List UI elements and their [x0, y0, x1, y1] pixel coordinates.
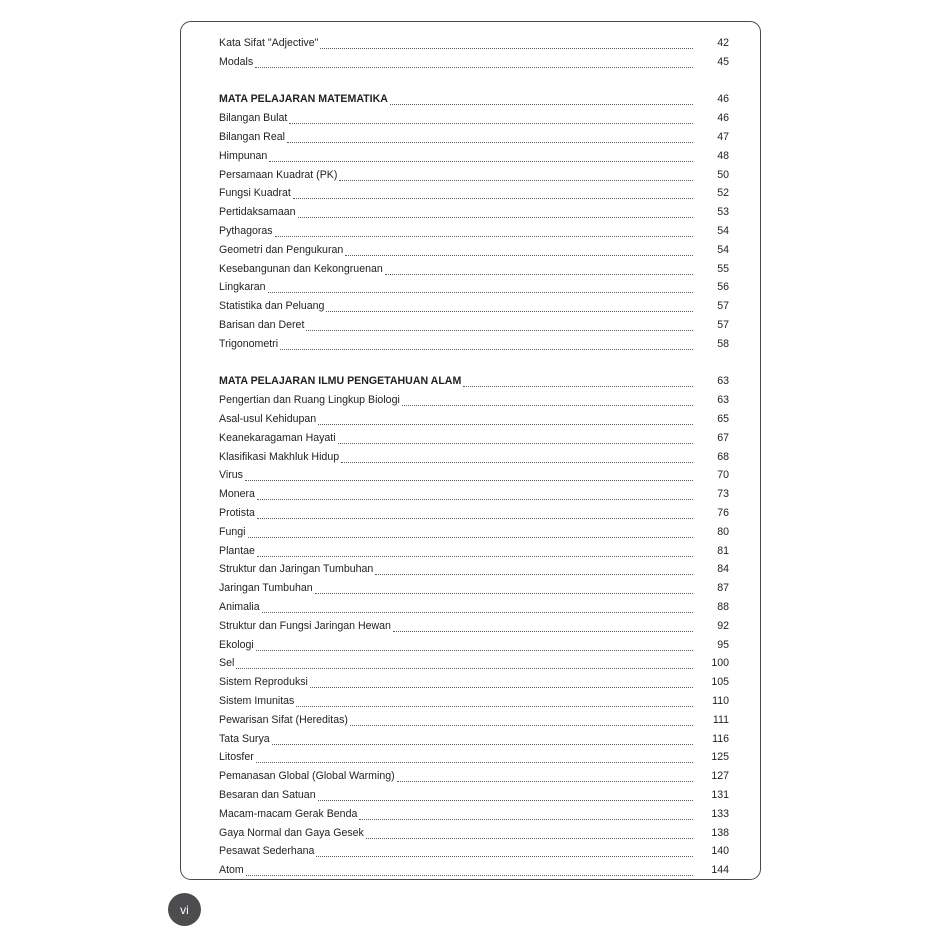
toc-entry-title: Gaya Normal dan Gaya Gesek	[219, 826, 364, 839]
toc-entry	[219, 540, 729, 558]
dot-leader	[366, 838, 693, 839]
toc-entry-title: Bilangan Real	[219, 131, 285, 143]
dot-leader	[289, 123, 693, 124]
toc-entry	[219, 164, 729, 182]
dot-leader	[326, 311, 693, 312]
toc-entry	[219, 746, 729, 764]
dot-leader	[256, 650, 693, 651]
toc-section-heading	[219, 370, 729, 388]
toc-entry-title: Barisan dan Deret	[219, 319, 305, 331]
toc-entry	[219, 615, 729, 633]
toc-entry-title: Pesawat Sederhana	[219, 845, 315, 858]
toc-entry	[219, 126, 729, 144]
toc-entry	[219, 32, 729, 50]
dot-leader	[359, 819, 693, 820]
toc-entry-page: 125	[711, 751, 729, 764]
dot-leader	[256, 762, 693, 763]
toc-entry	[219, 784, 729, 802]
dot-leader	[393, 631, 693, 632]
toc-entry	[219, 803, 729, 821]
toc-entry-title: Keanekaragaman Hayati	[219, 431, 336, 444]
toc-entry	[219, 51, 729, 69]
toc-entry-page: 63	[717, 375, 729, 388]
dot-leader	[280, 349, 693, 350]
toc-entry	[219, 408, 729, 426]
toc-entry-page: 73	[717, 488, 729, 501]
toc-entry	[219, 446, 729, 464]
dot-leader	[397, 781, 693, 782]
toc-entry	[219, 502, 729, 520]
toc-entry-title: Lingkaran	[219, 281, 266, 294]
dot-leader	[275, 236, 693, 237]
toc-entry	[219, 276, 729, 294]
toc-entry-title: Ekologi	[219, 638, 254, 651]
toc-entry-title: Litosfer	[219, 751, 254, 764]
dot-leader	[257, 499, 693, 500]
toc-entry	[219, 107, 729, 125]
toc-entry-page: 56	[717, 281, 729, 294]
toc-entry-title: Struktur dan Fungsi Jaringan Hewan	[219, 619, 391, 632]
toc-entry-page: 87	[717, 582, 729, 595]
dot-leader	[287, 142, 693, 143]
toc-entry	[219, 671, 729, 689]
dot-leader	[318, 800, 693, 801]
dot-leader	[463, 386, 693, 387]
toc-entry-page: 55	[717, 262, 729, 275]
toc-entry	[219, 690, 729, 708]
dot-leader	[385, 274, 693, 275]
toc-entry-title: Virus	[219, 469, 243, 482]
toc-entry-title: Persamaan Kuadrat (PK)	[219, 168, 338, 181]
dot-leader	[269, 161, 693, 162]
toc-entry-page: 53	[717, 206, 729, 219]
dot-leader	[236, 668, 693, 669]
toc-entry-title: Pemanasan Global (Global Warming)	[219, 770, 395, 783]
toc-entry-title: Struktur dan Jaringan Tumbuhan	[219, 563, 374, 576]
dot-leader	[245, 480, 693, 481]
toc-entry-title: Sistem Reproduksi	[219, 676, 308, 689]
dot-leader	[341, 462, 693, 463]
toc-entry-title: Kesebangunan dan Kekongruenan	[219, 262, 383, 275]
toc-entry-page: 57	[717, 300, 729, 313]
toc-entry-page: 138	[711, 826, 729, 839]
toc-entry-title: Pengertian dan Ruang Lingkup Biologi	[219, 394, 400, 407]
toc-entry-page: 127	[711, 770, 729, 783]
toc-entry-title: Jaringan Tumbuhan	[219, 582, 313, 595]
toc-entry	[219, 483, 729, 501]
toc-entry-page: 54	[717, 243, 729, 256]
toc-entry-page: 57	[717, 319, 729, 331]
toc-entry-title: Modals	[219, 55, 254, 68]
toc-entry-page: 58	[717, 337, 729, 350]
toc-entry-title: MATA PELAJARAN ILMU PENGETAHUAN ALAM	[219, 375, 462, 388]
dot-leader	[402, 405, 693, 406]
toc-entry	[219, 201, 729, 219]
toc-entry-title: Fungsi Kuadrat	[219, 187, 291, 200]
toc-entry-page: 76	[717, 507, 729, 519]
toc-entry-title: Statistika dan Peluang	[219, 300, 325, 313]
dot-leader	[345, 255, 693, 256]
toc-entry-title: Besaran dan Satuan	[219, 789, 316, 801]
dot-leader	[262, 612, 693, 613]
toc-entry-page: 84	[717, 563, 729, 576]
toc-entry	[219, 258, 729, 276]
toc-entry-page: 42	[717, 37, 729, 49]
toc-entry	[219, 577, 729, 595]
toc-entry	[219, 220, 729, 238]
dot-leader	[296, 706, 693, 707]
toc-entry-page: 133	[711, 807, 729, 820]
dot-leader	[248, 537, 694, 538]
dot-leader	[257, 556, 693, 557]
toc-entry	[219, 239, 729, 257]
toc-entry-title: Plantae	[219, 544, 255, 557]
toc-section-heading	[219, 88, 729, 106]
toc-entry-title: Pewarisan Sifat (Hereditas)	[219, 713, 348, 726]
toc-entry-page: 52	[717, 187, 729, 200]
toc-entry-page: 95	[717, 638, 729, 651]
toc-entry-page: 67	[717, 431, 729, 444]
toc-entry-page: 46	[717, 112, 729, 125]
toc-entry-page: 111	[712, 713, 729, 726]
toc-entry-title: Atom	[219, 864, 244, 877]
toc-entry-title: Macam-macam Gerak Benda	[219, 807, 358, 820]
toc-entry	[219, 822, 729, 840]
toc-entry-page: 81	[717, 544, 729, 557]
toc-entry	[219, 145, 729, 163]
dot-leader	[272, 744, 693, 745]
toc-entry-title: Animalia	[219, 601, 260, 613]
dot-leader	[255, 67, 693, 68]
toc-entry-page: 45	[717, 55, 729, 68]
toc-entry	[219, 314, 729, 332]
dot-leader	[293, 198, 693, 199]
toc-entry-title: Monera	[219, 488, 255, 501]
toc-entry-page: 144	[711, 864, 729, 877]
toc-entry-page: 116	[712, 732, 729, 745]
toc-entry-title: Sistem Imunitas	[219, 695, 295, 707]
toc-entry-title: Fungi	[219, 525, 246, 538]
toc-entry-page: 140	[711, 845, 729, 858]
toc-entry	[219, 295, 729, 313]
toc-entry	[219, 634, 729, 652]
dot-leader	[320, 48, 693, 49]
toc-entry	[219, 389, 729, 407]
toc-entry-title: Tata Surya	[219, 732, 270, 745]
dot-leader	[310, 687, 693, 688]
toc-entry-page: 110	[712, 695, 729, 707]
dot-leader	[350, 725, 693, 726]
dot-leader	[268, 292, 693, 293]
toc-entry-page: 70	[717, 469, 729, 482]
toc-entry-title: Asal-usul Kehidupan	[219, 413, 317, 425]
toc-entry-title: Protista	[219, 507, 255, 519]
toc-entry-title: Kata Sifat "Adjective"	[219, 37, 319, 49]
toc-entry	[219, 427, 729, 445]
toc-entry	[219, 652, 729, 670]
dot-leader	[246, 875, 693, 876]
toc-entry-title: Bilangan Bulat	[219, 112, 288, 125]
dot-leader	[306, 330, 693, 331]
toc-entry-page: 47	[717, 131, 729, 143]
toc-entry-title: Trigonometri	[219, 337, 279, 350]
toc-entry-page: 105	[711, 676, 729, 689]
toc-entry-page: 131	[711, 789, 729, 801]
toc-entry-page: 92	[717, 619, 729, 632]
toc-entry	[219, 182, 729, 200]
toc-entry	[219, 558, 729, 576]
toc-entry	[219, 859, 729, 877]
dot-leader	[318, 424, 693, 425]
toc-entry	[219, 333, 729, 351]
toc-entry-page: 48	[717, 149, 729, 162]
toc-entry-title: Himpunan	[219, 149, 268, 162]
dot-leader	[298, 217, 693, 218]
toc-entry-page: 68	[717, 450, 729, 463]
toc-entry-page: 80	[717, 525, 729, 538]
dot-leader	[315, 593, 693, 594]
toc-entry-title: MATA PELAJARAN MATEMATIKA	[219, 93, 388, 106]
dot-leader	[339, 180, 693, 181]
toc-entry	[219, 709, 729, 727]
toc-entry	[219, 464, 729, 482]
dot-leader	[375, 574, 693, 575]
toc-entry-title: Pythagoras	[219, 225, 273, 237]
dot-leader	[390, 104, 693, 105]
dot-leader	[316, 856, 693, 857]
toc-entry-page: 65	[717, 413, 729, 425]
toc-entry	[219, 728, 729, 746]
toc-entry	[219, 521, 729, 539]
toc-entry-page: 63	[717, 394, 729, 407]
toc-entry-title: Pertidaksamaan	[219, 206, 296, 219]
toc-entry-page: 88	[717, 601, 729, 613]
toc-entry-page: 46	[717, 93, 729, 106]
dot-leader	[257, 518, 693, 519]
toc-entry	[219, 840, 729, 858]
toc-entry-title: Sel	[219, 657, 235, 670]
page-number-badge: vi	[168, 893, 201, 926]
toc-entry	[219, 596, 729, 614]
toc-entry-page: 50	[717, 168, 729, 181]
dot-leader	[338, 443, 693, 444]
toc-entry-title: Klasifikasi Makhluk Hidup	[219, 450, 340, 463]
toc-entry	[219, 765, 729, 783]
toc-entry-title: Geometri dan Pengukuran	[219, 243, 344, 256]
toc-entry-page: 54	[717, 225, 729, 237]
toc-entry-page: 100	[711, 657, 729, 670]
